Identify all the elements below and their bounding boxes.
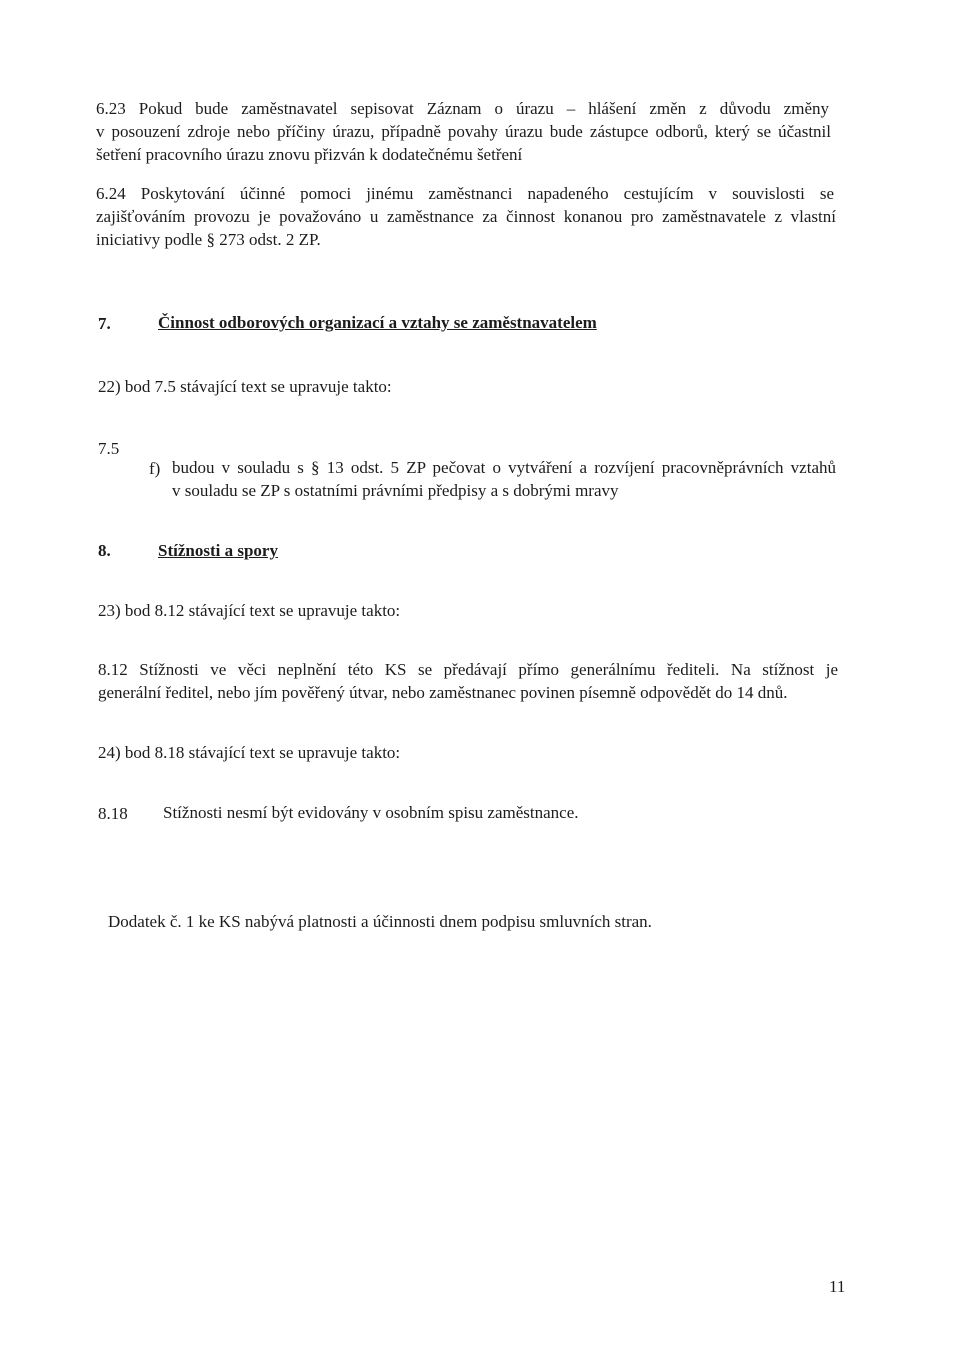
para-7-5-line-1: budou v souladu s § 13 odst. 5 ZP pečovat o vytváření a rozvíjení pracovněprávních vztahů: [172, 458, 836, 477]
change-24-intro: 24) bod 8.18 stávající text se upravuje takto:: [98, 743, 401, 762]
para-8-18-number: 8.18: [98, 804, 128, 823]
change-22-intro: 22) bod 7.5 stávající text se upravuje takto:: [98, 377, 392, 396]
para-8-12-line-2: generální ředitel, nebo jím pověřený útvar, nebo zaměstnanec povinen písemně odpovědět do 14 dnů.: [98, 683, 788, 702]
para-6-23-line-2: v posouzení zdroje nebo příčiny úrazu, případně povahy úrazu bude zástupce odborů, který se účastnil: [96, 122, 831, 141]
change-23-intro: 23) bod 8.12 stávající text se upravuje takto:: [98, 601, 401, 620]
section-7-title: Činnost odborových organizací a vztahy se zaměstnavatelem: [158, 313, 597, 332]
section-8-number: 8.: [98, 541, 111, 560]
section-7-number: 7.: [98, 314, 111, 333]
para-6-24-line-1: 6.24 Poskytování účinné pomoci jinému zaměstnanci napadeného cestujícím v souvislosti se: [96, 184, 834, 203]
para-7-5-line-2: v souladu se ZP s ostatními právními předpisy a s dobrými mravy: [172, 481, 619, 500]
para-7-5-letter: f): [149, 459, 161, 478]
para-8-18-text: Stížnosti nesmí být evidovány v osobním spisu zaměstnance.: [163, 803, 579, 822]
para-6-23-line-1: 6.23 Pokud bude zaměstnavatel sepisovat Záznam o úrazu – hlášení změn z důvodu změny: [96, 99, 829, 118]
closing-statement: Dodatek č. 1 ke KS nabývá platnosti a účinnosti dnem podpisu smluvních stran.: [108, 912, 652, 931]
section-8-title: Stížnosti a spory: [158, 541, 278, 560]
para-6-23-line-3: šetření pracovního úrazu znovu přizván k dodatečnému šetření: [96, 145, 523, 164]
para-6-24-line-3: iniciativy podle § 273 odst. 2 ZP.: [96, 230, 321, 249]
page-number: 11: [829, 1277, 846, 1296]
para-7-5-number: 7.5: [98, 439, 120, 458]
para-8-12-line-1: 8.12 Stížnosti ve věci neplnění této KS se předávají přímo generálnímu řediteli. Na stížnost je: [98, 660, 838, 679]
para-6-24-line-2: zajišťováním provozu je považováno u zaměstnance za činnost konanou pro zaměstnavatele z vlastní: [96, 207, 836, 226]
